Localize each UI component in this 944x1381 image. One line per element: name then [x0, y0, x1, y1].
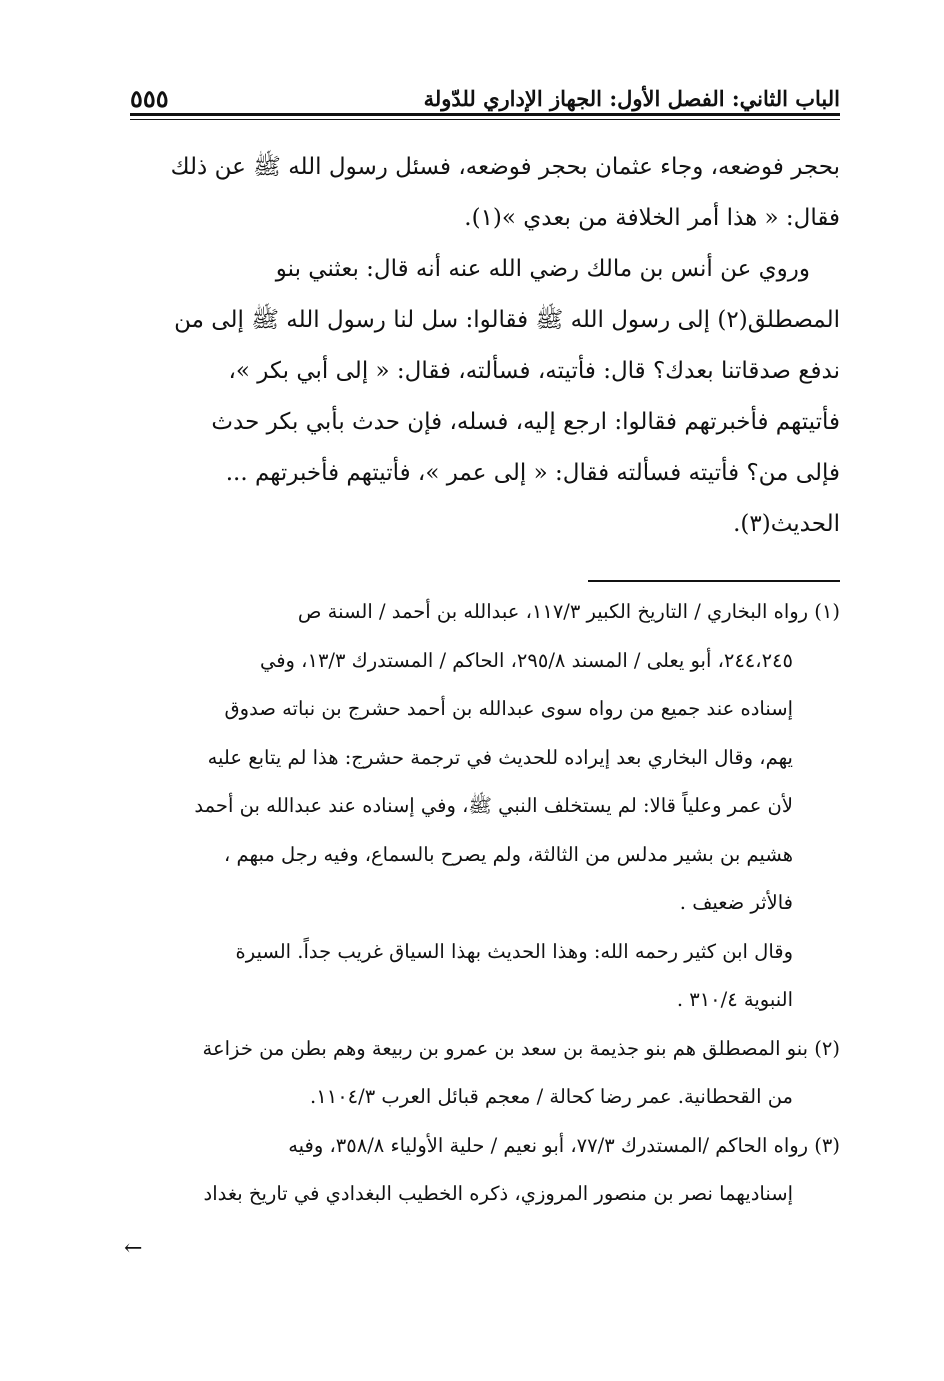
- footnote-1-line: لأن عمر وعلياً قالا: لم يستخلف النبي ﷺ، وفي إسناده عند عبدالله بن أحمد: [194, 794, 793, 817]
- running-header: [130, 76, 840, 112]
- footnote-separator: [588, 580, 840, 582]
- footnote-3-line: إسناديهما نصر بن منصور المروزي، ذكره الخطيب البغدادي في تاريخ بغداد: [203, 1182, 793, 1205]
- text-line: فأتيتهم فأخبرتهم فقالوا: ارجع إليه، فسله، فإن حدث بأبي بكر حدث: [211, 409, 840, 435]
- footnotes: [120, 588, 840, 1219]
- text-line: المصطلق(٢) إلى رسول الله ﷺ فقالوا: سل لنا رسول الله ﷺ إلى من: [174, 307, 840, 333]
- footnote-1-line: فالأثر ضعيف .: [679, 891, 793, 914]
- footnote-1-line: ٢٤٤،٢٤٥، أبو يعلى / المسند ٢٩٥/٨، الحاكم / المستدرك ١٣/٣، وفي: [259, 648, 793, 672]
- footnote-1-line: وقال ابن كثير رحمه الله: وهذا الحديث بهذا السياق غريب جداً. السيرة: [235, 939, 793, 963]
- footnote-2-line: من القحطانية. عمر رضا كحالة / معجم قبائل العرب ١١٠٤/٣.: [310, 1085, 793, 1108]
- text-line: فقال: « هذا أمر الخلافة من بعدي »(١).: [464, 205, 840, 231]
- footnote-3-line: (٣) رواه الحاكم /المستدرك ٧٧/٣، أبو نعيم / حلية الأولياء ٣٥٨/٨، وفيه: [288, 1133, 840, 1157]
- footnote-1-line: (١) رواه البخاري / التاريخ الكبير ١١٧/٣، عبدالله بن أحمد / السنة ص: [297, 600, 840, 623]
- text-line: بحجر فوضعه، وجاء عثمان بحجر فوضعه، فسئل رسول الله ﷺ عن ذلك: [170, 154, 840, 180]
- header-rule-thin: [130, 119, 840, 120]
- main-text: [126, 142, 840, 550]
- text-line: فإلى من؟ فأتيته فسألته فقال: « إلى عمر »، فأتيتهم فأخبرتهم ...: [225, 460, 840, 486]
- footnote-1-line: هشيم بن بشير مدلس من الثالثة، ولم يصرح بالسماع، وفيه رجل مبهم ،: [224, 842, 793, 866]
- header-title: الباب الثاني: الفصل الأول: الجهاز الإداري للدّولة: [423, 86, 840, 111]
- footnote-2-line: (٢) بنو المصطلق هم بنو جذيمة بن سعد بن عمرو بن ربيعة وهم بطن من خزاعة: [202, 1036, 840, 1060]
- footnote-1-line: يهم، وقال البخاري بعد إيراده للحديث في ترجمة حشرج: هذا لم يتابع عليه: [207, 745, 793, 769]
- text-line: وروي عن أنس بن مالك رضي الله عنه أنه قال: بعثني بنو: [275, 256, 810, 282]
- page-number: ٥٥٥: [130, 84, 169, 113]
- footnote-1-line: النبوية ٣١٠/٤ .: [676, 988, 793, 1011]
- continue-arrow-icon: ←: [124, 1236, 143, 1261]
- header-rule: [130, 113, 840, 116]
- text-line: الحديث(٣).: [733, 511, 840, 537]
- text-line: ندفع صدقاتنا بعدك؟ قال: فأتيته، فسألته، فقال: « إلى أبي بكر »،: [228, 358, 840, 384]
- footnote-1-line: إسناده عند جميع من رواه سوى عبدالله بن أحمد حشرج بن نباته صدوق: [224, 697, 793, 720]
